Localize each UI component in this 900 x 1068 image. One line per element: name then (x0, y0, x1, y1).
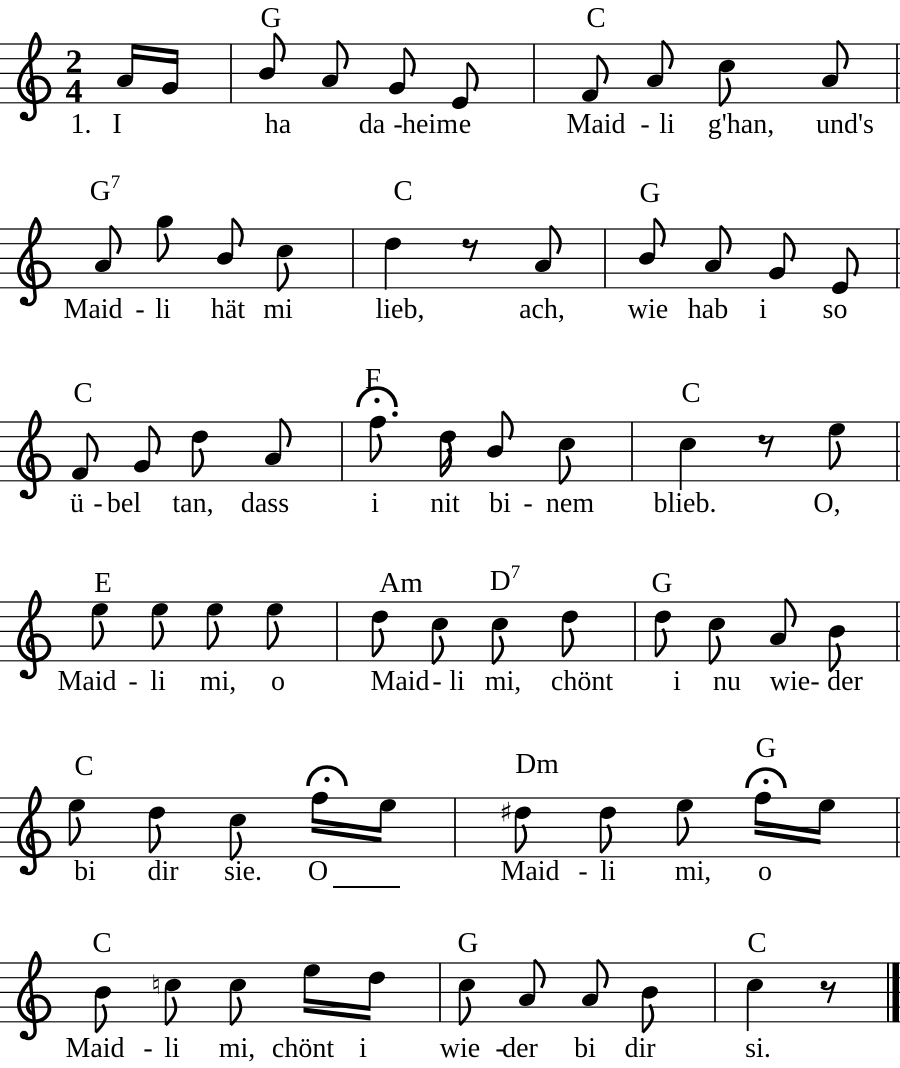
lyric-syllable: Maid (500, 856, 560, 887)
note (533, 226, 560, 274)
lyric-hyphen: - (93, 488, 103, 519)
lyric-syllable: Maid (57, 666, 117, 697)
note-flag (460, 997, 470, 1025)
note (753, 790, 773, 822)
note (717, 58, 737, 106)
note (228, 812, 248, 860)
note-flag (560, 456, 570, 484)
note-flag (643, 1004, 653, 1032)
lyric-hyphen: - (393, 109, 403, 140)
lyric-syllable: i (759, 294, 767, 325)
note-flag (166, 997, 176, 1025)
note-flag (710, 636, 720, 664)
note-flag (502, 411, 512, 439)
note (263, 419, 290, 467)
note (67, 797, 87, 845)
note-flag (232, 218, 242, 246)
note (827, 623, 847, 671)
clef-tail-blob (20, 490, 28, 498)
lyric-syllable: li (659, 109, 675, 140)
lyric-syllable: sie. (223, 856, 263, 887)
note-flag (601, 825, 611, 853)
note-flag (720, 226, 730, 254)
lyric-syllable: i (673, 666, 681, 697)
note-flag (110, 226, 120, 254)
note (70, 433, 97, 481)
lyric-syllable: Maid (566, 109, 626, 140)
chord-symbol: G (457, 927, 479, 959)
eighth-rest-icon (759, 435, 773, 457)
note-flag (662, 41, 672, 69)
lyric-syllable: heim (402, 109, 458, 140)
note (257, 33, 284, 81)
note-flag (278, 263, 288, 291)
note-flag (274, 33, 284, 61)
note-flag (534, 960, 544, 988)
note-flag (678, 817, 688, 845)
note-flag (656, 629, 666, 657)
lyric-hyphen: - (578, 856, 588, 887)
treble-clef-icon (19, 592, 50, 678)
beam (132, 44, 179, 55)
note (517, 960, 544, 1008)
lyric-syllable: i (359, 1033, 367, 1064)
note-flag (550, 226, 560, 254)
note-flag (268, 621, 278, 649)
lyric-syllable: bi (489, 488, 511, 519)
note-flag (193, 449, 203, 477)
note (653, 608, 673, 656)
chord-symbol: Am (379, 567, 423, 599)
note-flag (93, 621, 103, 649)
note (90, 601, 110, 649)
note (93, 984, 113, 1032)
chord-symbol: C (393, 175, 413, 207)
lyric-syllable: chönt (271, 1033, 335, 1064)
lyric-syllable: li (155, 294, 171, 325)
lyric-syllable: I (112, 109, 122, 140)
note-flag (87, 433, 97, 461)
lyric-hyphen: - (128, 666, 138, 697)
note (275, 243, 295, 291)
lyric-syllable: o (758, 856, 772, 887)
fermata-dot (763, 779, 768, 784)
note-flag (467, 63, 477, 91)
lyric-syllable: der (502, 1033, 538, 1064)
note (490, 616, 510, 664)
note (457, 977, 477, 1025)
note-flag (231, 997, 241, 1025)
staff-system-3 (0, 363, 900, 519)
note-flag (158, 234, 168, 262)
chord-symbol: G (260, 2, 282, 34)
note (707, 616, 727, 664)
note (430, 616, 450, 664)
eighth-rest-icon (463, 239, 477, 261)
note-flag (153, 621, 163, 649)
note (370, 608, 390, 656)
beam (132, 54, 179, 65)
treble-clef-icon (19, 412, 50, 498)
note-flag (70, 817, 80, 845)
note (387, 48, 414, 96)
lyric-hyphen: - (523, 488, 533, 519)
treble-clef-icon (19, 788, 50, 874)
note (228, 977, 248, 1025)
lyric-syllable: lieb, (375, 294, 425, 325)
staff-system-2 (0, 172, 900, 325)
note (703, 226, 730, 274)
note (368, 414, 388, 462)
verse-number: 1. (70, 109, 92, 140)
lyric-syllable: ach, (519, 294, 565, 325)
chord-symbol: G (639, 177, 661, 209)
note-flag (149, 426, 159, 454)
note (767, 233, 794, 281)
note (830, 248, 857, 296)
lyric-syllable: li (150, 666, 166, 697)
lyric-syllable: li (164, 1033, 180, 1064)
note-flag (404, 48, 414, 76)
note (675, 797, 695, 845)
note (678, 436, 698, 490)
chord-symbol: Dm (515, 748, 559, 780)
chord-symbol: C (747, 927, 767, 959)
note-flag (837, 41, 847, 69)
note-flag (433, 636, 443, 664)
lyric-hyphen: - (135, 294, 145, 325)
note-flag (493, 636, 503, 664)
note (820, 41, 847, 89)
lyric-syllable: wie (769, 666, 811, 697)
note (190, 428, 210, 476)
note-flag (516, 825, 526, 853)
lyric-syllable: mi, (218, 1033, 256, 1064)
note-flag (597, 55, 607, 83)
natural-icon: ♮ (151, 970, 161, 1002)
note (132, 426, 159, 474)
fermata-dot (324, 777, 329, 782)
fermata-arc (308, 767, 346, 786)
note (215, 218, 242, 266)
lyric-syllable: mi (263, 294, 293, 325)
chord-superscript: 7 (110, 172, 121, 193)
lyric-syllable: bi (74, 856, 96, 887)
chord-symbol: C (681, 377, 701, 409)
note (150, 601, 170, 649)
note-flag (150, 825, 160, 853)
lyric-syllable: bi (574, 1033, 596, 1064)
note-flag (96, 1004, 106, 1032)
lyric-syllable: bel (106, 488, 142, 519)
chord-symbol: E (94, 567, 112, 599)
lyric-syllable: Maid (63, 294, 123, 325)
fermata-arc (747, 769, 785, 788)
note (645, 41, 672, 89)
note-flag (720, 78, 730, 106)
lyric-syllable: hab (687, 294, 729, 325)
note-flag (785, 599, 795, 627)
note-flag (830, 441, 840, 469)
note (513, 804, 533, 852)
fermata-icon (747, 769, 785, 788)
note (827, 421, 847, 469)
note (438, 428, 458, 476)
chord-symbol: $G^7$ (89, 172, 121, 207)
staff-system-5 (0, 732, 900, 887)
clef-tail-blob (20, 112, 28, 120)
lyric-hyphen: - (640, 109, 650, 140)
lyric-syllable: tan, (172, 488, 214, 519)
lyric-syllable: si. (745, 1033, 771, 1064)
lyric-syllable: dir (147, 856, 179, 887)
lyric-syllable: ha (264, 109, 292, 140)
treble-clef-icon (19, 34, 50, 120)
note (147, 804, 167, 852)
treble-clef-icon (19, 219, 50, 305)
lyric-syllable: Maid (370, 666, 430, 697)
note (93, 226, 120, 274)
fermata-dot (374, 398, 379, 403)
lyric-syllable: chönt (550, 666, 614, 697)
note (155, 213, 175, 261)
lyric-syllable: der (827, 666, 863, 697)
lyric-hyphen: - (810, 666, 820, 697)
note-flag (597, 960, 607, 988)
lyric-syllable: wie (627, 294, 669, 325)
note (205, 601, 225, 649)
lyric-hyphen: - (432, 666, 442, 697)
lyric-syllable: und's (816, 109, 874, 140)
note (320, 41, 347, 89)
lyric-syllable: i (371, 488, 379, 519)
note (580, 960, 607, 1008)
note (450, 63, 477, 111)
note (560, 608, 580, 656)
note-flag (847, 248, 857, 276)
staff-system-4 (0, 562, 900, 697)
lyric-syllable: e (458, 109, 472, 140)
time-signature-numerator: 2 (65, 43, 83, 81)
lyric-syllable: so (822, 294, 848, 325)
staff-system-1 (0, 2, 900, 140)
lyric-syllable: O, (813, 488, 841, 519)
chord-symbol: F (364, 363, 382, 395)
clef-tail-blob (20, 866, 28, 874)
note (745, 977, 765, 1031)
lyric-syllable: ü (70, 488, 84, 519)
note (163, 977, 183, 1025)
note-flag (371, 434, 381, 462)
note (640, 984, 660, 1032)
note-flag (563, 629, 573, 657)
note (302, 962, 322, 1000)
chord-symbol: G (651, 567, 673, 599)
note (598, 804, 618, 852)
chord-superscript: 7 (510, 562, 521, 583)
lyric-syllable: dir (624, 1033, 656, 1064)
sharp-icon: ♯ (499, 797, 513, 829)
lyric-syllable: O (307, 856, 329, 887)
note-flag (337, 41, 347, 69)
clef-tail-blob (20, 297, 28, 305)
note-flag (208, 621, 218, 649)
lyric-syllable: dass (240, 488, 290, 519)
note (580, 55, 607, 103)
note (485, 411, 512, 459)
chord-symbol: C (92, 927, 112, 959)
eighth-rest-icon (821, 981, 835, 1003)
chord-symbol: C (586, 2, 606, 34)
lyric-syllable: li (600, 856, 616, 887)
note (378, 797, 398, 830)
chord-symbol: $D^7$ (489, 562, 521, 597)
lyric-hyphen: - (143, 1033, 153, 1064)
lyric-syllable: Maid (65, 1033, 125, 1064)
final-barline-thick (893, 963, 900, 1022)
note-flag (373, 629, 383, 657)
note (768, 599, 795, 647)
lyric-syllable: da (358, 109, 386, 140)
fermata-icon (308, 767, 346, 786)
lyric-syllable: blieb. (653, 488, 717, 519)
lyric-syllable: o (271, 666, 285, 697)
clef-tail-blob (20, 670, 28, 678)
note (310, 790, 330, 820)
lyric-syllable: wie (439, 1033, 481, 1064)
note (637, 218, 664, 266)
note (367, 969, 387, 1008)
note (557, 436, 577, 484)
lyric-syllable: hät (210, 294, 246, 325)
note (115, 46, 135, 89)
lyric-syllable: nem (545, 488, 595, 519)
lyric-syllable: nu (713, 666, 741, 697)
lyric-syllable: mi, (199, 666, 237, 697)
note-flag (654, 218, 664, 246)
lyric-syllable: mi, (484, 666, 522, 697)
lyric-syllable: nit (430, 488, 460, 519)
treble-clef-icon (19, 953, 50, 1039)
note (265, 601, 285, 649)
chord-symbol: G (755, 732, 777, 764)
chord-symbol: C (73, 377, 93, 409)
note-flag (280, 419, 290, 447)
lyric-syllable: mi, (674, 856, 712, 887)
lyric-syllable: li (449, 666, 465, 697)
staff-system-6 (0, 927, 900, 1064)
chord-symbol: C (74, 750, 94, 782)
lyric-hyphen: - (495, 1033, 505, 1064)
time-signature-denominator: 4 (65, 73, 83, 110)
note (383, 235, 403, 289)
lyric-syllable: g'han, (707, 109, 775, 140)
clef-tail-blob (20, 1031, 28, 1039)
note (817, 797, 837, 832)
note-flag (784, 233, 794, 261)
augmentation-dot (392, 411, 398, 417)
